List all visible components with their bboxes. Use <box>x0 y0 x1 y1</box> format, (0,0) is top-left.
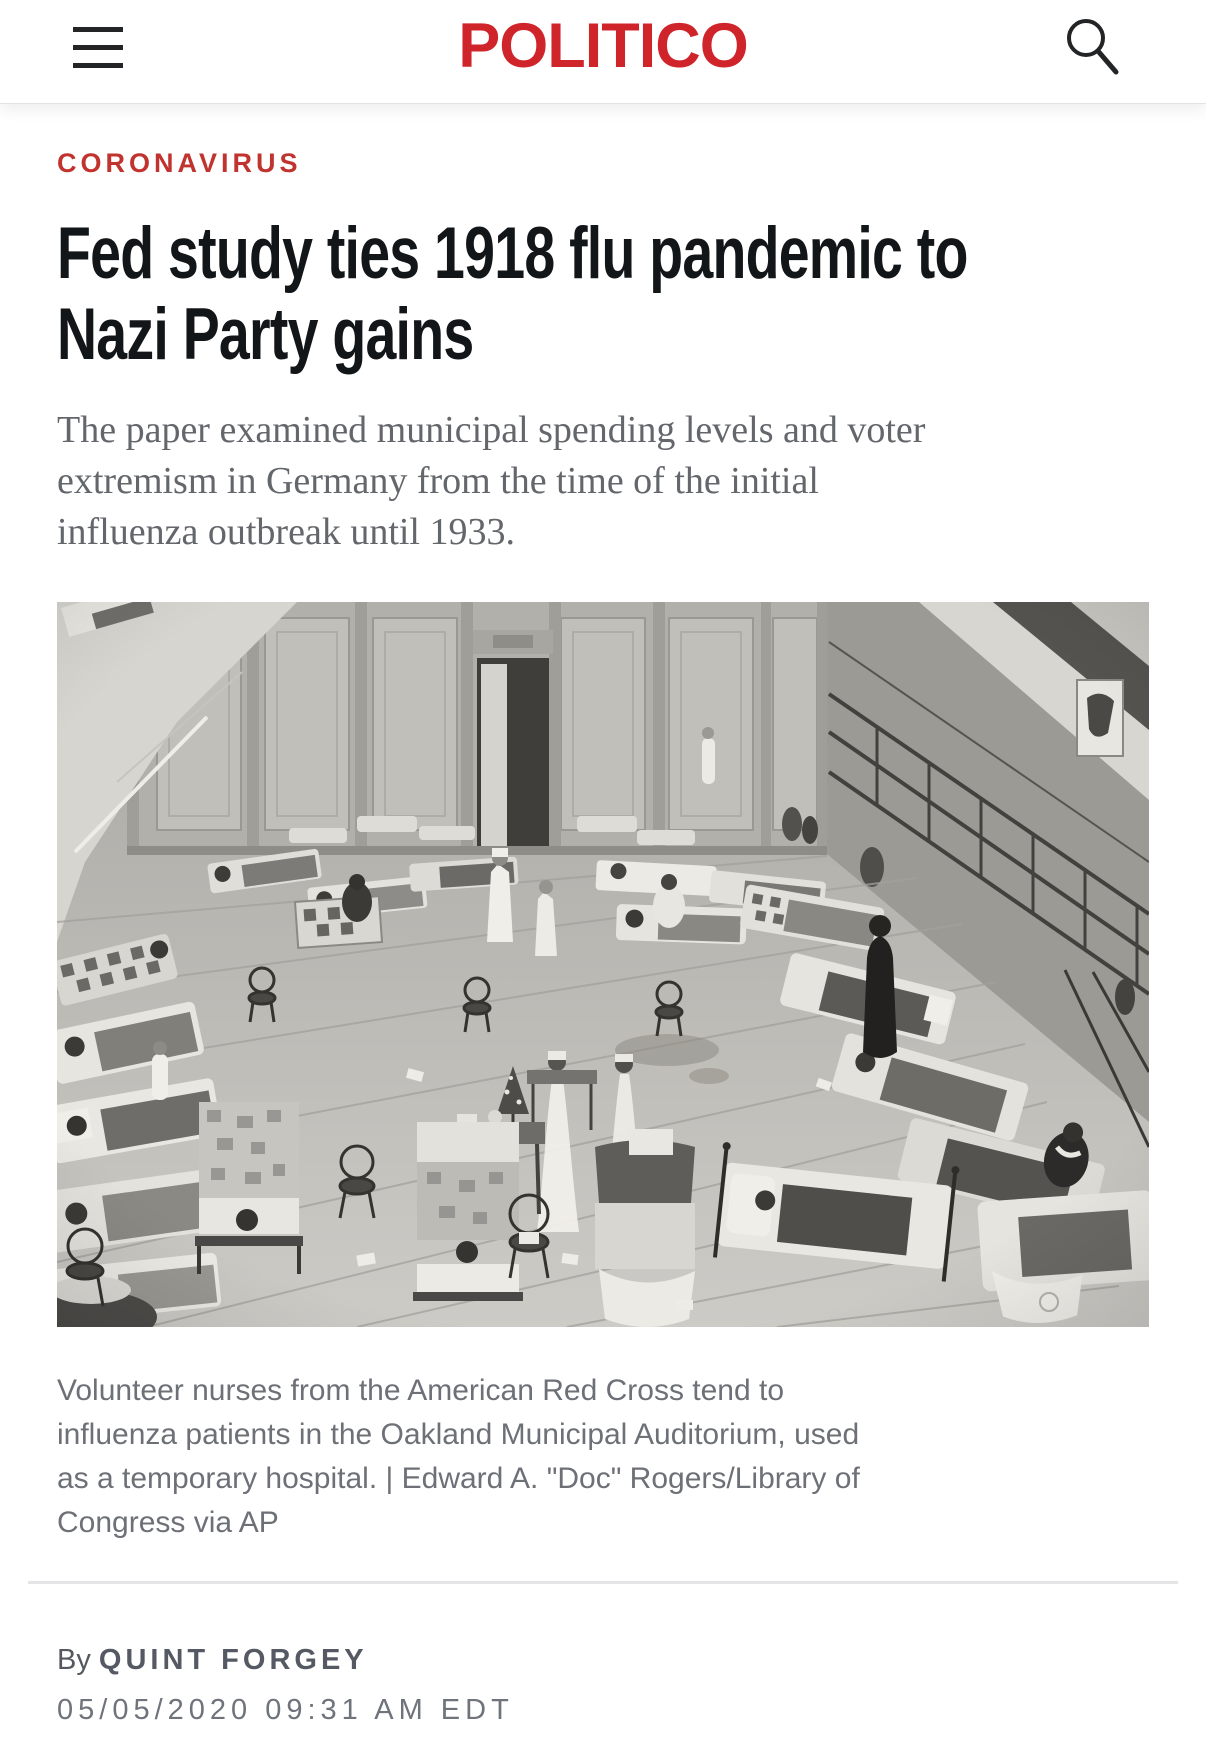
article-figure <box>57 602 1149 1545</box>
headline-line-1: Fed study ties 1918 flu pandemic to <box>57 213 968 294</box>
headline-line-2: Nazi Party gains <box>57 294 474 375</box>
search-icon <box>1064 14 1120 78</box>
byline <box>57 1644 1149 1677</box>
photo-caption: Volunteer nurses from the American Red Cross tend to influenza patients in the Oakland Municipal Auditorium, used as a temporary hospital. | Edward A. "Doc" Rogers/Library of Congress via AP <box>57 1374 860 1539</box>
dek: The paper examined municipal spending levels and voter extremism in Germany from the time of the initial influenza outbreak until 1933. <box>57 409 926 553</box>
search-button[interactable] <box>1064 14 1120 78</box>
timestamp: 05/05/2020 09:31 AM EDT <box>57 1694 514 1726</box>
article-photo <box>57 602 1149 1327</box>
section-divider <box>28 1581 1178 1584</box>
headline <box>57 213 1149 375</box>
app-header <box>0 0 1206 104</box>
author-link[interactable]: QUINT FORGEY <box>98 1644 368 1676</box>
kicker-coronavirus[interactable]: CORONAVIRUS <box>57 148 302 178</box>
byline-prefix: By <box>57 1644 91 1676</box>
article <box>0 104 1206 1727</box>
politico-logo[interactable]: POLITICO <box>458 11 748 81</box>
